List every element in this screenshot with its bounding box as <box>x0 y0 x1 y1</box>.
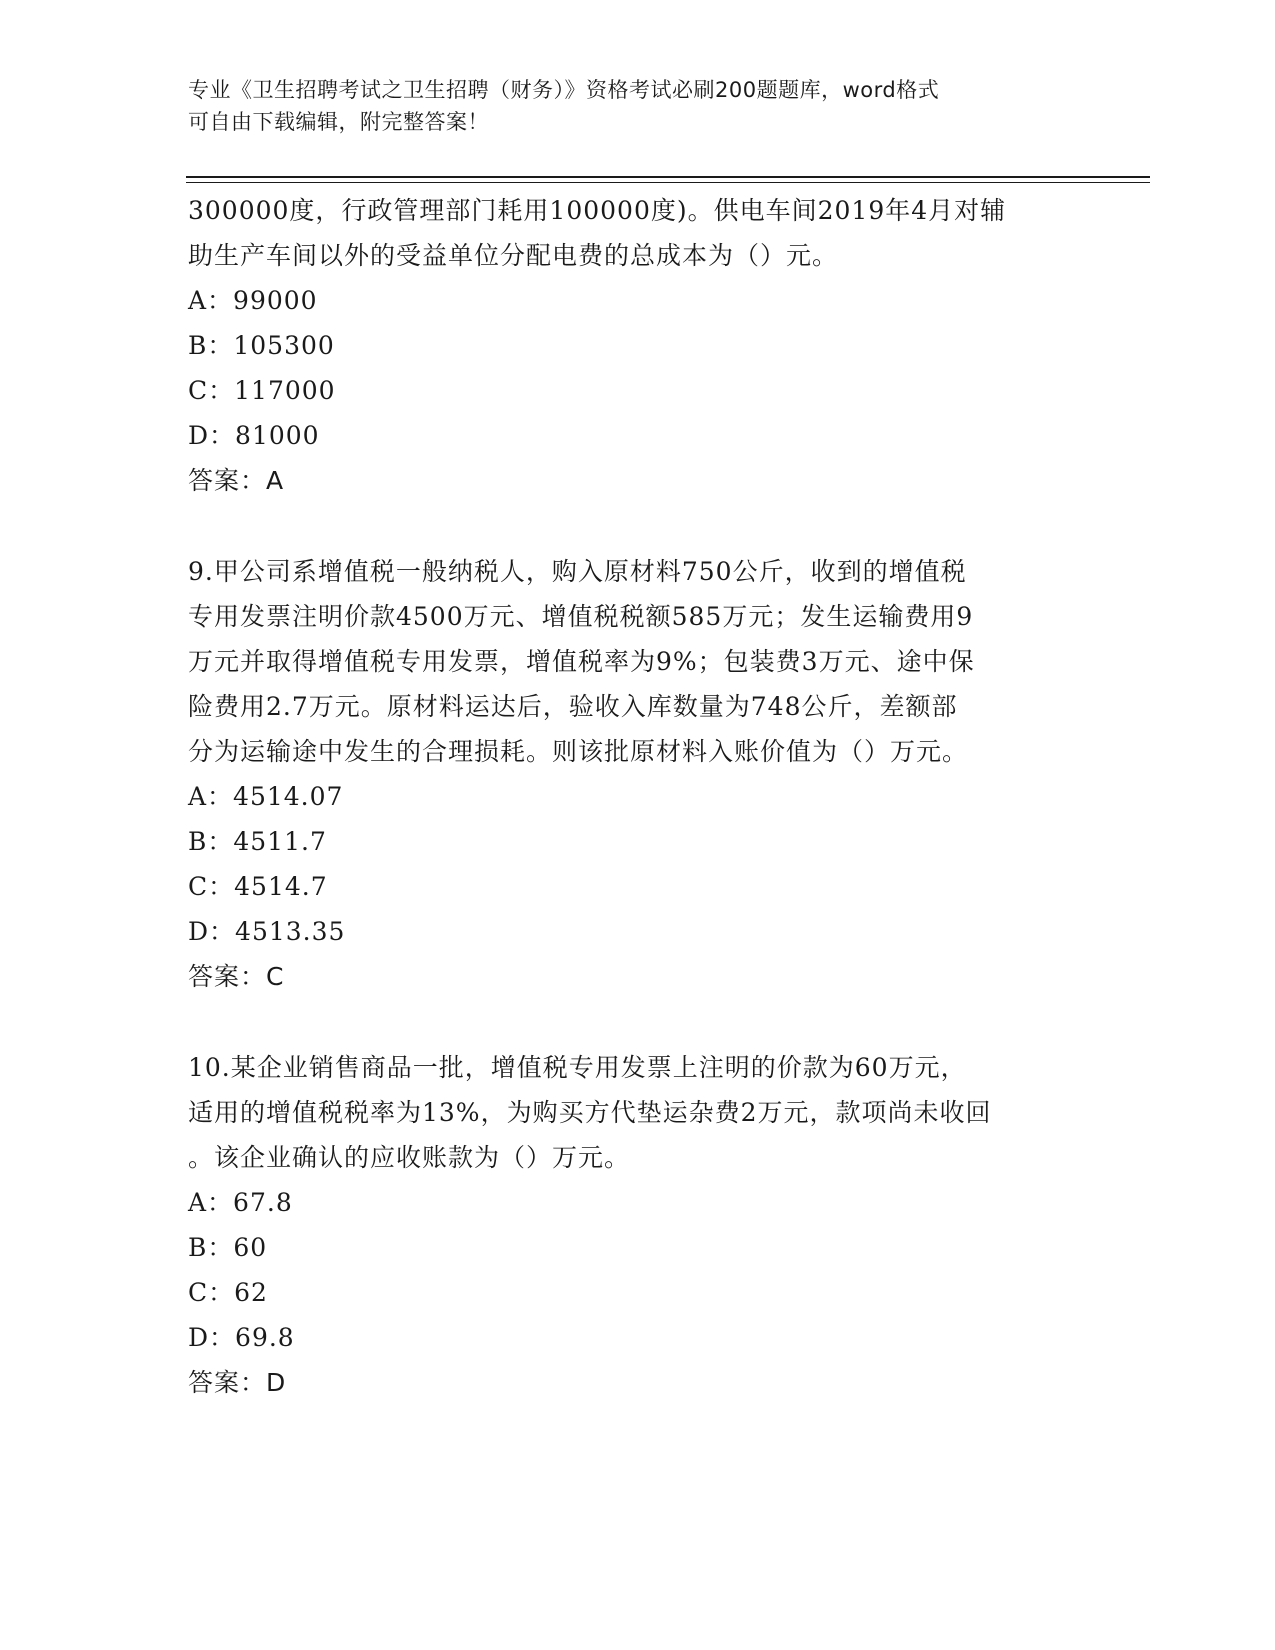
document-header <box>188 74 1088 138</box>
question-stem-line: 10.某企业销售商品一批，增值税专用发票上注明的价款为60万元， <box>188 1053 967 1082</box>
option-a: A：4514.07 <box>188 782 344 811</box>
question-stem-line: 万元并取得增值税专用发票，增值税率为9%；包装费3万元、途中保 <box>188 647 975 676</box>
question-list <box>188 188 1088 1405</box>
answer-line: 答案：D <box>188 1368 287 1397</box>
option-c: C：117000 <box>188 376 336 405</box>
question-8 <box>188 188 1088 503</box>
option-c: C：4514.7 <box>188 872 328 901</box>
option-a: A：99000 <box>188 286 318 315</box>
option-a: A：67.8 <box>188 1188 293 1217</box>
option-d: D：4513.35 <box>188 917 346 946</box>
question-stem-line: 专用发票注明价款4500万元、增值税税额585万元；发生运输费用9 <box>188 602 974 631</box>
question-stem-line: 300000度，行政管理部门耗用100000度)。供电车间2019年4月对辅 <box>188 196 1007 225</box>
option-b: B：60 <box>188 1233 268 1262</box>
question-10 <box>188 1045 1088 1405</box>
option-b: B：105300 <box>188 331 335 360</box>
question-stem-line: 分为运输途中发生的合理损耗。则该批原材料入账价值为（）万元。 <box>188 737 969 766</box>
question-stem-line: 适用的增值税税率为13%，为购买方代垫运杂费2万元，款项尚未收回 <box>188 1098 992 1127</box>
spacer <box>188 999 1088 1045</box>
option-b: B：4511.7 <box>188 827 327 856</box>
header-line-1: 专业《卫生招聘考试之卫生招聘（财务）》资格考试必刷200题题库，word格式 <box>188 78 940 102</box>
option-d: D：81000 <box>188 421 320 450</box>
header-line-2: 可自由下载编辑，附完整答案！ <box>188 110 489 134</box>
question-stem-line: 助生产车间以外的受益单位分配电费的总成本为（）元。 <box>188 241 839 270</box>
question-stem-line: 9.甲公司系增值税一般纳税人，购入原材料750公斤，收到的增值税 <box>188 557 967 586</box>
question-stem-line: 。该企业确认的应收账款为（）万元。 <box>188 1143 631 1172</box>
question-stem-line: 险费用2.7万元。原材料运达后，验收入库数量为748公斤，差额部 <box>188 692 958 721</box>
option-c: C：62 <box>188 1278 268 1307</box>
option-d: D：69.8 <box>188 1323 295 1352</box>
answer-line: 答案：A <box>188 466 285 495</box>
question-9 <box>188 549 1088 999</box>
spacer <box>188 503 1088 549</box>
header-divider-thin <box>186 182 1150 183</box>
header-divider-thick <box>186 176 1150 178</box>
answer-line: 答案：C <box>188 962 285 991</box>
